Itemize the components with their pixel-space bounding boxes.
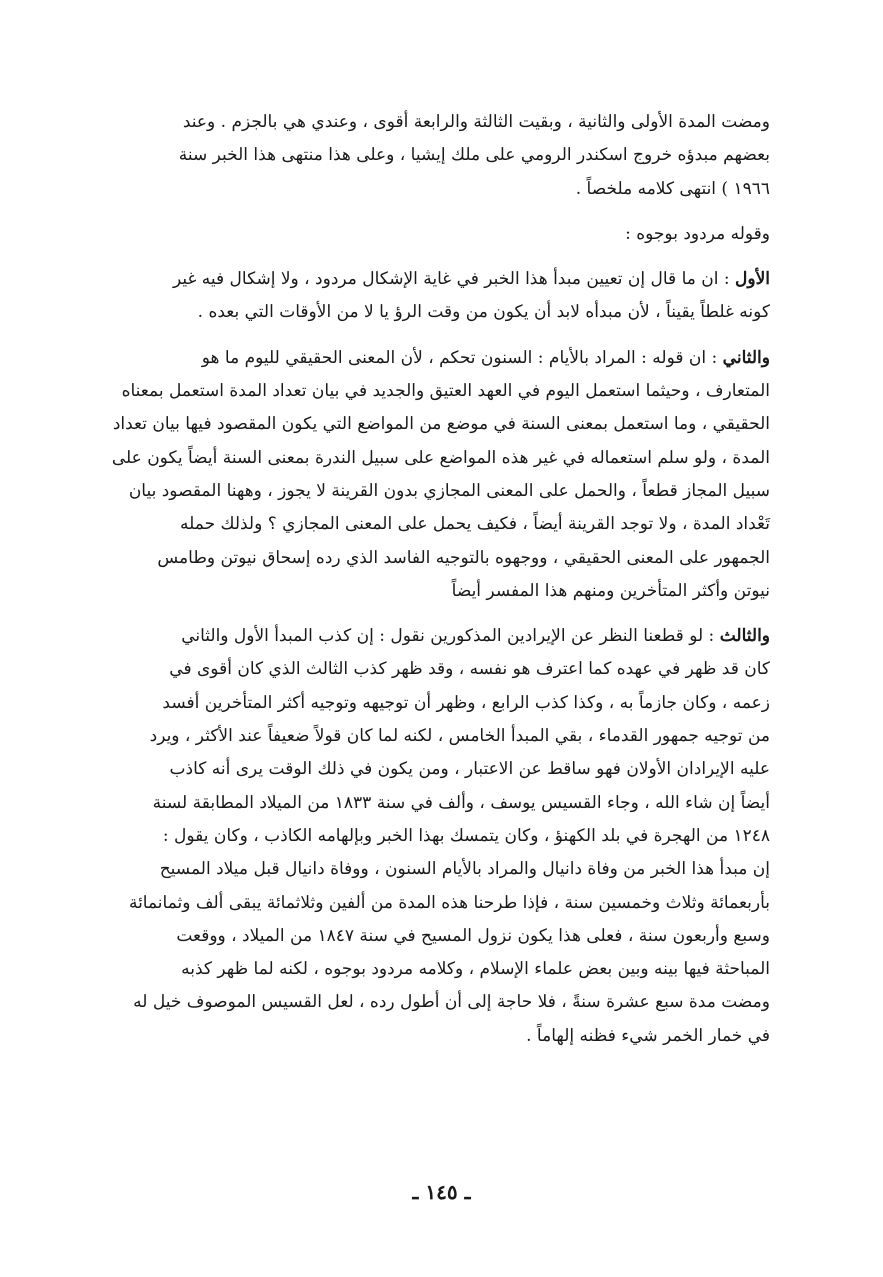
text-line: زعمه ، وكان جازماً به ، وكذا كذب الرابع ، وظهر أن توجيهه وتوجيه أكثر المتأخرين أفسد [162,692,770,713]
text-line: بعضهم مبدؤه خروج اسكندر الرومي على ملك إيشيا ، وعلى هذا منتهى هذا الخبر سنة [178,145,770,166]
paragraph-lead: والثالث [719,626,770,647]
paragraph-spacer [118,251,770,263]
text-line: ١٢٤٨ من الهجرة في بلد الكهنؤ ، وكان يتمسك بهذا الخبر وبإلهامه الكاذب ، وكان يقول : [162,825,770,846]
paragraph-spacer [118,206,770,218]
text-line [118,263,770,296]
line-text: : لو قطعنا النظر عن الإيرادين المذكورين نقول : إن كذب المبدأ الأول والثاني [181,626,720,647]
paragraph [118,106,770,206]
text-line: تَعْداد المدة ، ولا توجد القرينة أيضاً ، فكيف يحمل على المعنى المجازي ؟ ولذلك حمله [180,514,770,535]
text-line: سبيل المجاز قطعاً ، والحمل على المعنى المجازي بدون القرينة لا يجوز ، وههنا المقصود بيان [128,480,770,501]
text-line: في خمار الخمر شيء فظنه إلهاماً . [526,1025,770,1046]
paragraph-spacer [118,330,770,342]
paragraph [111,342,770,608]
paragraph [118,620,770,1053]
text-line: بأربعمائة وثلاث وخمسين سنة ، فإذا طرحنا هذه المدة من ألفين وثلاثمائة يبقى ألف وثمانمائة [128,892,770,913]
paragraph-lead: والثاني [722,347,770,368]
text-line: من توجيه جمهور القدماء ، بقي المبدأ الخامس ، لكنه لما كان قولاً ضعيفاً عند الأكثر ، ويرد [149,726,770,747]
text-line: كان قد ظهر في عهده كما اعترف هو نفسه ، وقد ظهر كذب الثالث الذي كان أقوى في [169,659,770,680]
text-line: وقوله مردود بوجوه : [625,223,770,244]
paragraph-spacer [118,608,770,620]
text-line: ١٩٦٦ ) انتهى كلامه ملخصاً . [575,178,770,199]
paragraph-lead: الأول [735,269,770,290]
text-line: المباحثة فيها بينه وبين بعض علماء الإسلام ، وكلامه مردود بوجوه ، لكنه لما ظهر كذبه [181,959,770,980]
line-text: : ان ما قال إن تعيين مبدأ هذا الخبر في غاية الإشكال مردود ، ولا إشكال فيه غير [172,269,736,290]
line-text: : ان قوله : المراد بالأيام : السنون تحكم ، لأن المعنى الحقيقي لليوم ما هو [201,347,723,368]
text-line [118,342,770,375]
text-line: نيوتن وأكثر المتأخرين ومنهم هذا المفسر أيضاً [451,580,770,601]
paragraph [118,218,770,251]
text-line: كونه غلطاً يقيناً ، لأن مبدأه لابد أن يكون من وقت الرؤ يا لا من الأوقات التي بعده . [197,302,770,323]
paragraph [118,263,770,330]
text-line: المتعارف ، وحيثما استعمل اليوم في العهد العتيق والجديد في بيان تعداد المدة استعمل بمعناه [121,381,770,402]
text-line: إن مبدأ هذا الخبر من وفاة دانيال والمراد بالأيام السنون ، ووفاة دانيال قبل ميلاد المسيح [159,859,770,880]
text-line: ومضت مدة سبع عشرة سنةً ، فلا حاجة إلى أن أطول رده ، لعل القسيس الموصوف خيل له [133,992,770,1013]
body-text [111,106,770,1053]
text-line [118,620,770,653]
text-line: الحقيقي ، وما استعمل بمعنى السنة في موضع من المواضع التي يكون المقصود فيها بيان تعداد [112,414,770,435]
text-line: ومضت المدة الأولى والثانية ، وبقيت الثالثة والرابعة أقوى ، وعندي هي بالجزم . وعند [182,112,770,132]
page-number: ـ ١٤٥ ـ [412,1180,471,1204]
text-line: عليه الإيرادان الأولان فهو ساقط عن الاعتبار ، ومن يكون في ذلك الوقت يرى أنه كاذب [169,759,770,780]
text-line: الجمهور على المعنى الحقيقي ، ووجهوه بالتوجيه الفاسد الذي رده إسحاق نيوتن وطامس [157,547,770,568]
text-line: أيضاً إن شاء الله ، وجاء القسيس يوسف ، وألف في سنة ١٨٣٣ من الميلاد المطابقة لسنة [152,792,770,813]
text-line: وسبع وأربعون سنة ، فعلى هذا يكون نزول المسيح في سنة ١٨٤٧ من الميلاد ، ووقعت [176,925,770,946]
text-line: المدة ، ولو سلم استعماله في غير هذه المواضع على سبيل الندرة بمعنى السنة أيضاً يكون على [111,447,770,468]
